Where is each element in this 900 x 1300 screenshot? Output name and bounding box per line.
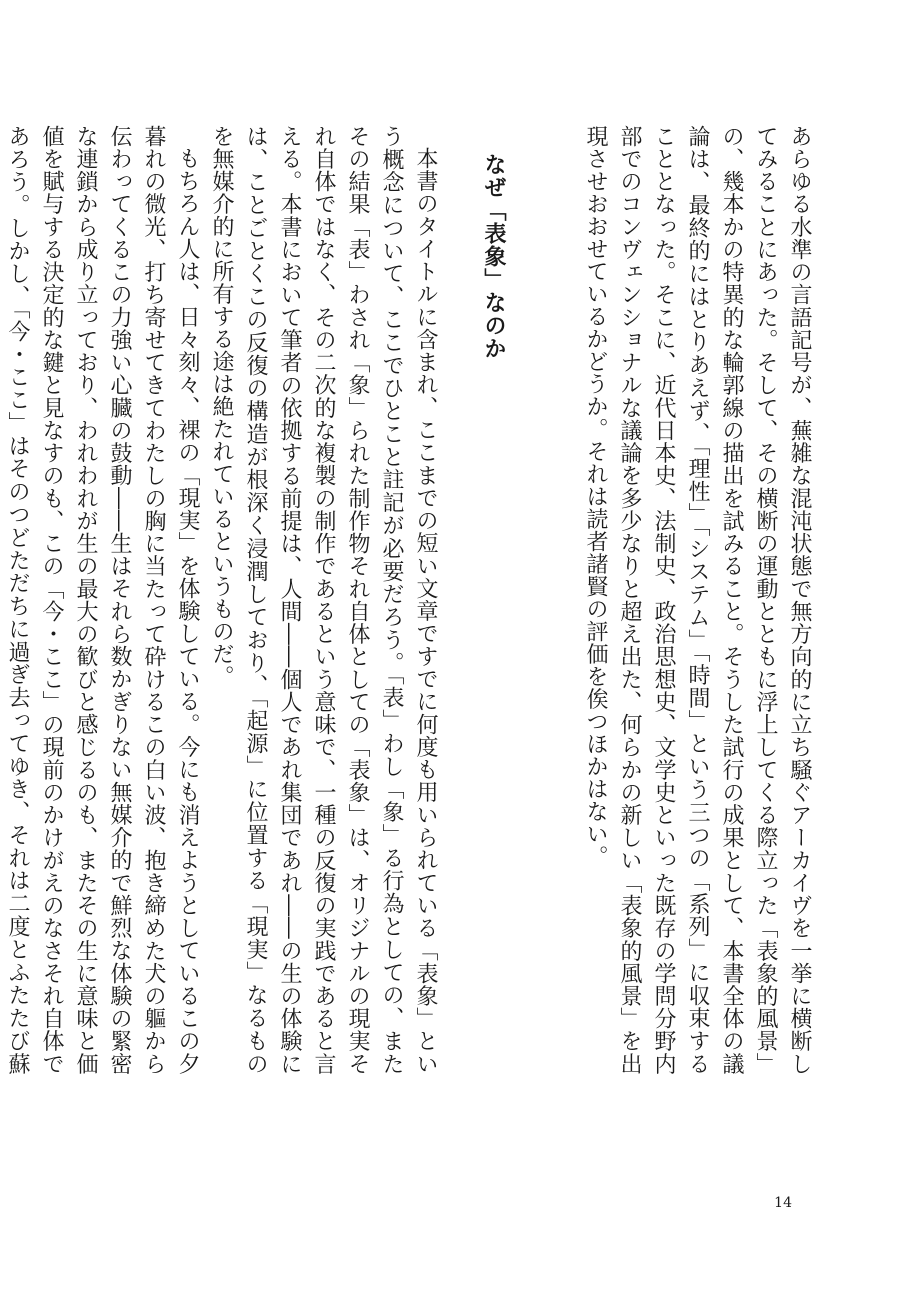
paragraph-3: もちろん人は、日々刻々、裸の「現実」を体験している。今にも消えようとしているこの夕暮れの微光、打ち寄せてきてわたしの胸に当たって砕けるこの白い波、抱き締めた犬の軀から伝わってくるこの力強い心臓の鼓動――生はそれら数かぎりない無媒介的で鮮烈な体験の緊密な連鎖から成り立っており、われわれが生の最大の歓びと感じるのも、またその生に意味と価値を賦与する決定的な鍵と見なすのも、この「今・ここ」の現前のかけがえのなさそれ自体であろう。しかし、「今・ここ」はそのつどただちに過ぎ去ってゆき、それは二度とふたたび蘇 [5, 125, 200, 1076]
section-heading: なぜ「表象」なのか [481, 153, 506, 360]
vertical-text-body [5, 125, 816, 1076]
paragraph-1: あらゆる水準の言語記号が、蕪雑な混沌状態で無方向的に立ち騒ぐアーカイヴを一挙に横断してみることにあった。そして、その横断の運動とともに浮上してくる際立った「表象的風景」の、幾本かの特異的な輪郭線の描出を試みること。そうした試行の成果として、本書全体の議論は、最終的にはとりあえず、「理性」「システム」「時間」という三つの「系列」に収束することとなった。そこに、近代日本史、法制史、政治思想史、文学史といった既存の学問分野内部でのコンヴェンショナルな議論を多少なりと超え出た、何らかの新しい「表象的風景」を出現させおおせているかどうか。それは読者諸賢の評価を俟つほかはない。 [583, 125, 812, 1075]
paragraph-2: 本書のタイトルに含まれ、ここまでの短い文章ですでに何度も用いられている「表象」という概念について、ここでひとこと註記が必要だろう。「表」わし「象」る行為としての、またその結果「表」わされ「象」られた制作物それ自体としての「表象」は、オリジナルの現実それ自体ではなく、その二次的な複製の制作であるという意味で、一種の反復の実践であると言える。本書において筆者の依拠する前提は、人間――個人であれ集団であれ――の生の体験には、ことごとくこの反復の構造が根深く浸潤しており、「起源」に位置する「現実」なるものを無媒介的に所有する途は絶たれているというものだ。 [209, 125, 438, 1076]
page-number: 14 [774, 1195, 792, 1211]
